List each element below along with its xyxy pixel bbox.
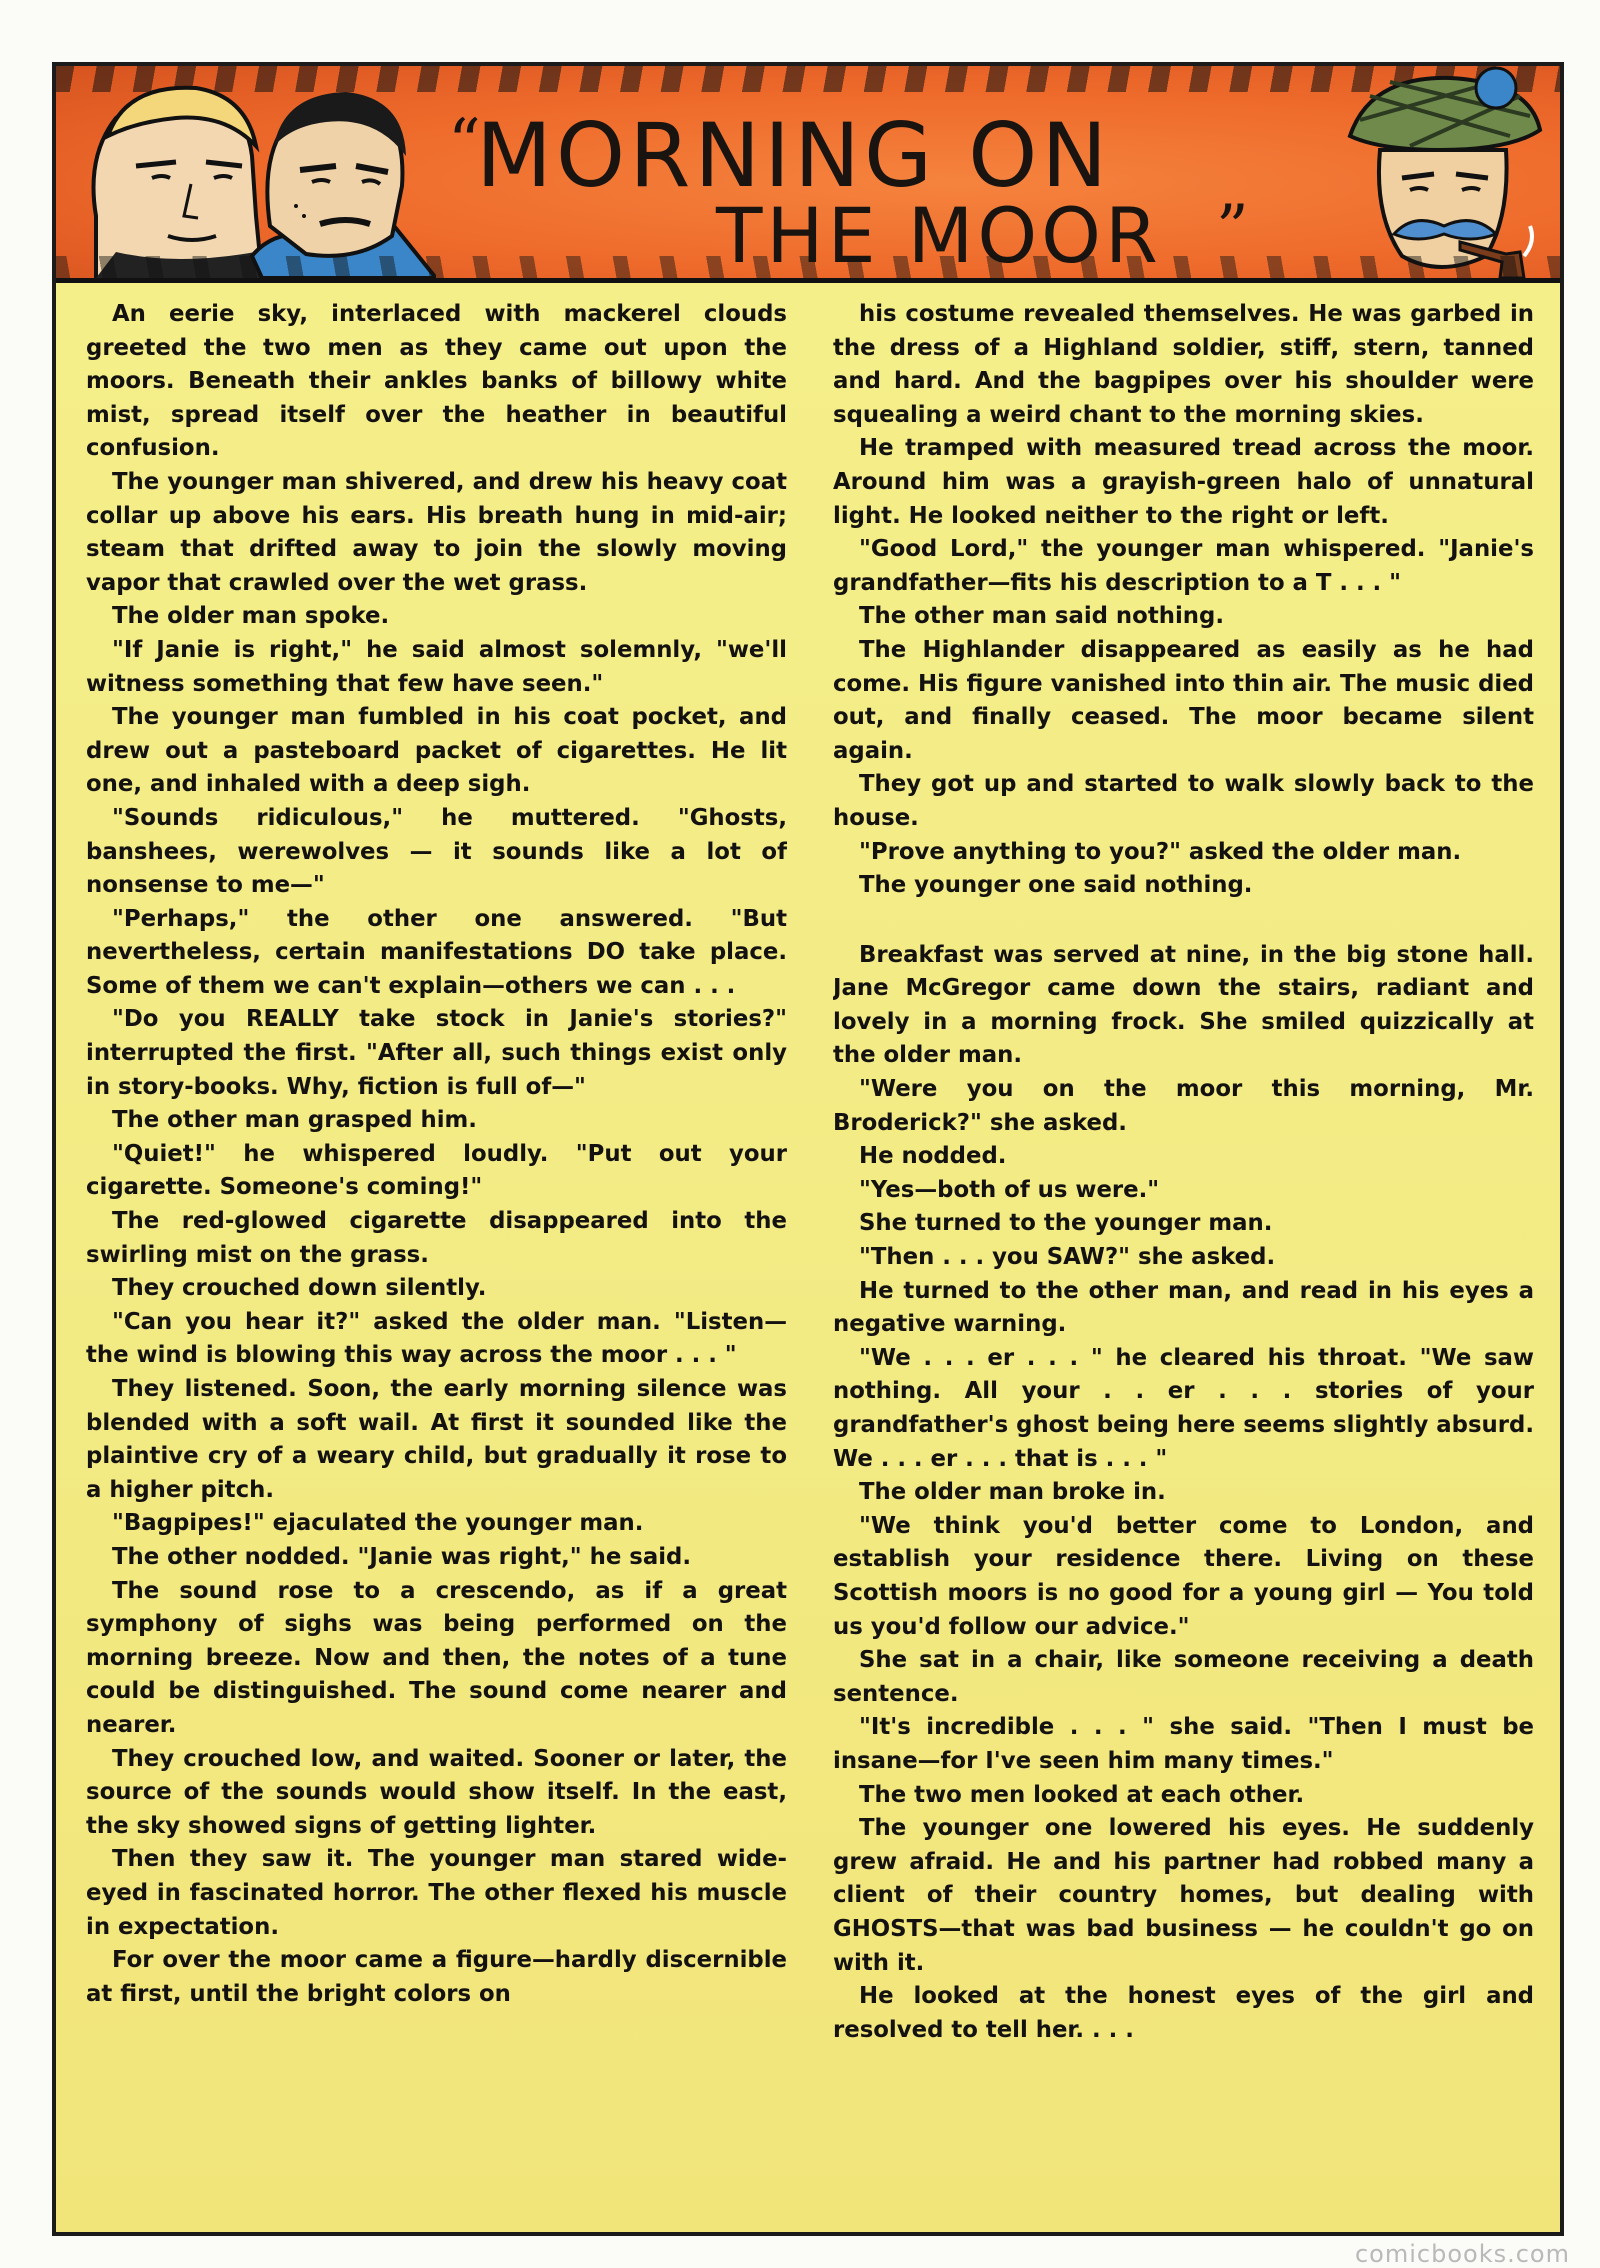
story-paragraph: "Yes—both of us were." xyxy=(859,1176,1160,1203)
story-paragraph: "Prove anything to you?" asked the older man. xyxy=(859,838,1462,865)
scene-break xyxy=(833,903,1534,939)
story-paragraph: The other man grasped him. xyxy=(112,1107,477,1134)
story-column-left xyxy=(86,298,787,2218)
story-paragraph: An eerie sky, interlaced with mackerel clouds greeted the two men as they came out upon the moors. Beneath their ankles banks of billowy white mist, spread itself over the heather in beautiful confusion. xyxy=(86,301,787,462)
story-paragraph: He nodded. xyxy=(859,1143,1007,1170)
story-paragraph: "Perhaps," the other one answered. "But nevertheless, certain manifestations DO take place. Some of them we can't explain—others we can . . . xyxy=(86,905,787,999)
highlander-portrait-illustration xyxy=(1310,66,1560,278)
story-paragraph: "Quiet!" he whispered loudly. "Put out your cigarette. Someone's coming!" xyxy=(86,1140,787,1201)
story-paragraph: The red-glowed cigarette disappeared into the swirling mist on the grass. xyxy=(86,1208,787,1268)
story-title-line-1: MORNING ON xyxy=(476,104,1112,207)
story-title-line-2: THE MOOR xyxy=(716,191,1162,280)
story-paragraph: The other nodded. "Janie was right," he said. xyxy=(112,1543,691,1570)
story-paragraph: Then they saw it. The younger man stared wide-eyed in fascinated horror. The other flexed his muscle in expectation. xyxy=(86,1846,787,1940)
story-paragraph: She sat in a chair, like someone receiving a death sentence. xyxy=(833,1647,1534,1707)
story-paragraph: "Then . . . you SAW?" she asked. xyxy=(859,1244,1276,1271)
story-paragraph: "If Janie is right," he said almost solemnly, "we'll witness something that few have seen." xyxy=(86,636,787,697)
title-open-quote: “ xyxy=(448,106,481,180)
story-paragraph: The sound rose to a crescendo, as if a great symphony of sighs was being performed on the morning breeze. Now and then, the notes of a tune could be distinguished. The sound come nearer and nearer. xyxy=(86,1577,787,1738)
title-banner xyxy=(56,66,1560,283)
story-paragraph: He tramped with measured tread across the moor. Around him was a grayish-green halo of unnatural light. He looked neither to the right or left. xyxy=(833,435,1534,529)
story-paragraph: "Bagpipes!" ejaculated the younger man. xyxy=(112,1510,644,1537)
title-close-quote: ” xyxy=(1216,192,1249,266)
story-paragraph: "Can you hear it?" asked the older man. "Listen—the wind is blowing this way across the moor . . . " xyxy=(86,1308,787,1369)
story-paragraph: The Highlander disappeared as easily as he had come. His figure vanished into thin air. The music died out, and finally ceased. The moor became silent again. xyxy=(833,636,1534,764)
story-paragraph: He turned to the other man, and read in his eyes a negative warning. xyxy=(833,1277,1534,1338)
story-paragraph: They crouched low, and waited. Sooner or later, the source of the sounds would show itself. In the east, the sky showed signs of getting lighter. xyxy=(86,1745,787,1839)
story-paragraph: They listened. Soon, the early morning silence was blended with a soft wail. At first it sounded like the plaintive cry of a weary child, but gradually it rose to a higher pitch. xyxy=(86,1376,787,1503)
story-paragraph: She turned to the younger man. xyxy=(859,1210,1273,1237)
story-paragraph: "Do you REALLY take stock in Janie's stories?" interrupted the first. "After all, such things exist only in story-books. Why, fiction is full of—" xyxy=(86,1006,787,1100)
story-paragraph: The younger one lowered his eyes. He suddenly grew afraid. He and his partner had robbed many a client of their country homes, but dealing with GHOSTS—that was bad business — he couldn't go on with it. xyxy=(833,1815,1534,1976)
story-paragraph: The younger man shivered, and drew his heavy coat collar up above his ears. His breath hung in mid-air; steam that drifted away to join the slowly moving vapor that crawled over the wet grass. xyxy=(86,468,787,596)
story-paragraph: For over the moor came a figure—hardly discernible at first, until the bright colors on xyxy=(86,1947,787,2007)
two-men-portrait-illustration xyxy=(56,66,436,278)
story-page xyxy=(52,62,1564,2236)
story-paragraph: The older man broke in. xyxy=(859,1479,1166,1506)
story-paragraph: "We . . . er . . . " he cleared his throat. "We saw nothing. All your . . er . . . stories of your grandfather's ghost being here seems slightly absurd. We . . . er . . . that is . . . " xyxy=(833,1344,1534,1472)
story-paragraph: The younger man fumbled in his coat pocket, and drew out a pasteboard packet of cigarettes. He lit one, and inhaled with a deep sigh. xyxy=(86,704,787,798)
story-paragraph: "Were you on the moor this morning, Mr. Broderick?" she asked. xyxy=(833,1076,1534,1136)
story-paragraph: his costume revealed themselves. He was garbed in the dress of a Highland soldier, stiff, stern, tanned and hard. And the bagpipes over his shoulder were squealing a weird chant to the morning skies. xyxy=(833,301,1534,428)
story-paragraph: The other man said nothing. xyxy=(859,603,1224,630)
story-paragraph: They got up and started to walk slowly back to the house. xyxy=(833,771,1534,831)
story-columns xyxy=(86,298,1534,2218)
story-paragraph: "Good Lord," the younger man whispered. "Janie's grandfather—fits his description to a T . . . " xyxy=(833,536,1534,596)
story-paragraph: They crouched down silently. xyxy=(112,1275,487,1302)
story-paragraph: "We think you'd better come to London, and establish your residence there. Living on these Scottish moors is no good for a young girl — You told us you'd follow our advice." xyxy=(833,1512,1534,1640)
story-paragraph: The older man spoke. xyxy=(112,603,390,630)
story-paragraph: "It's incredible . . . " she said. "Then I must be insane—for I've seen him many times." xyxy=(833,1714,1534,1774)
story-paragraph: The two men looked at each other. xyxy=(859,1781,1305,1808)
story-paragraph: He looked at the honest eyes of the girl and resolved to tell her. . . . xyxy=(833,1983,1534,2043)
story-paragraph: The younger one said nothing. xyxy=(859,872,1253,899)
site-watermark: comicbooks.com xyxy=(1354,2240,1570,2268)
story-column-right xyxy=(833,298,1534,2218)
story-paragraph: "Sounds ridiculous," he muttered. "Ghosts, banshees, werewolves — it sounds like a lot of nonsense to me—" xyxy=(86,804,787,899)
story-paragraph: Breakfast was served at nine, in the big stone hall. Jane McGregor came down the stairs, radiant and lovely in a morning frock. She smiled quizzically at the older man. xyxy=(833,941,1534,1069)
